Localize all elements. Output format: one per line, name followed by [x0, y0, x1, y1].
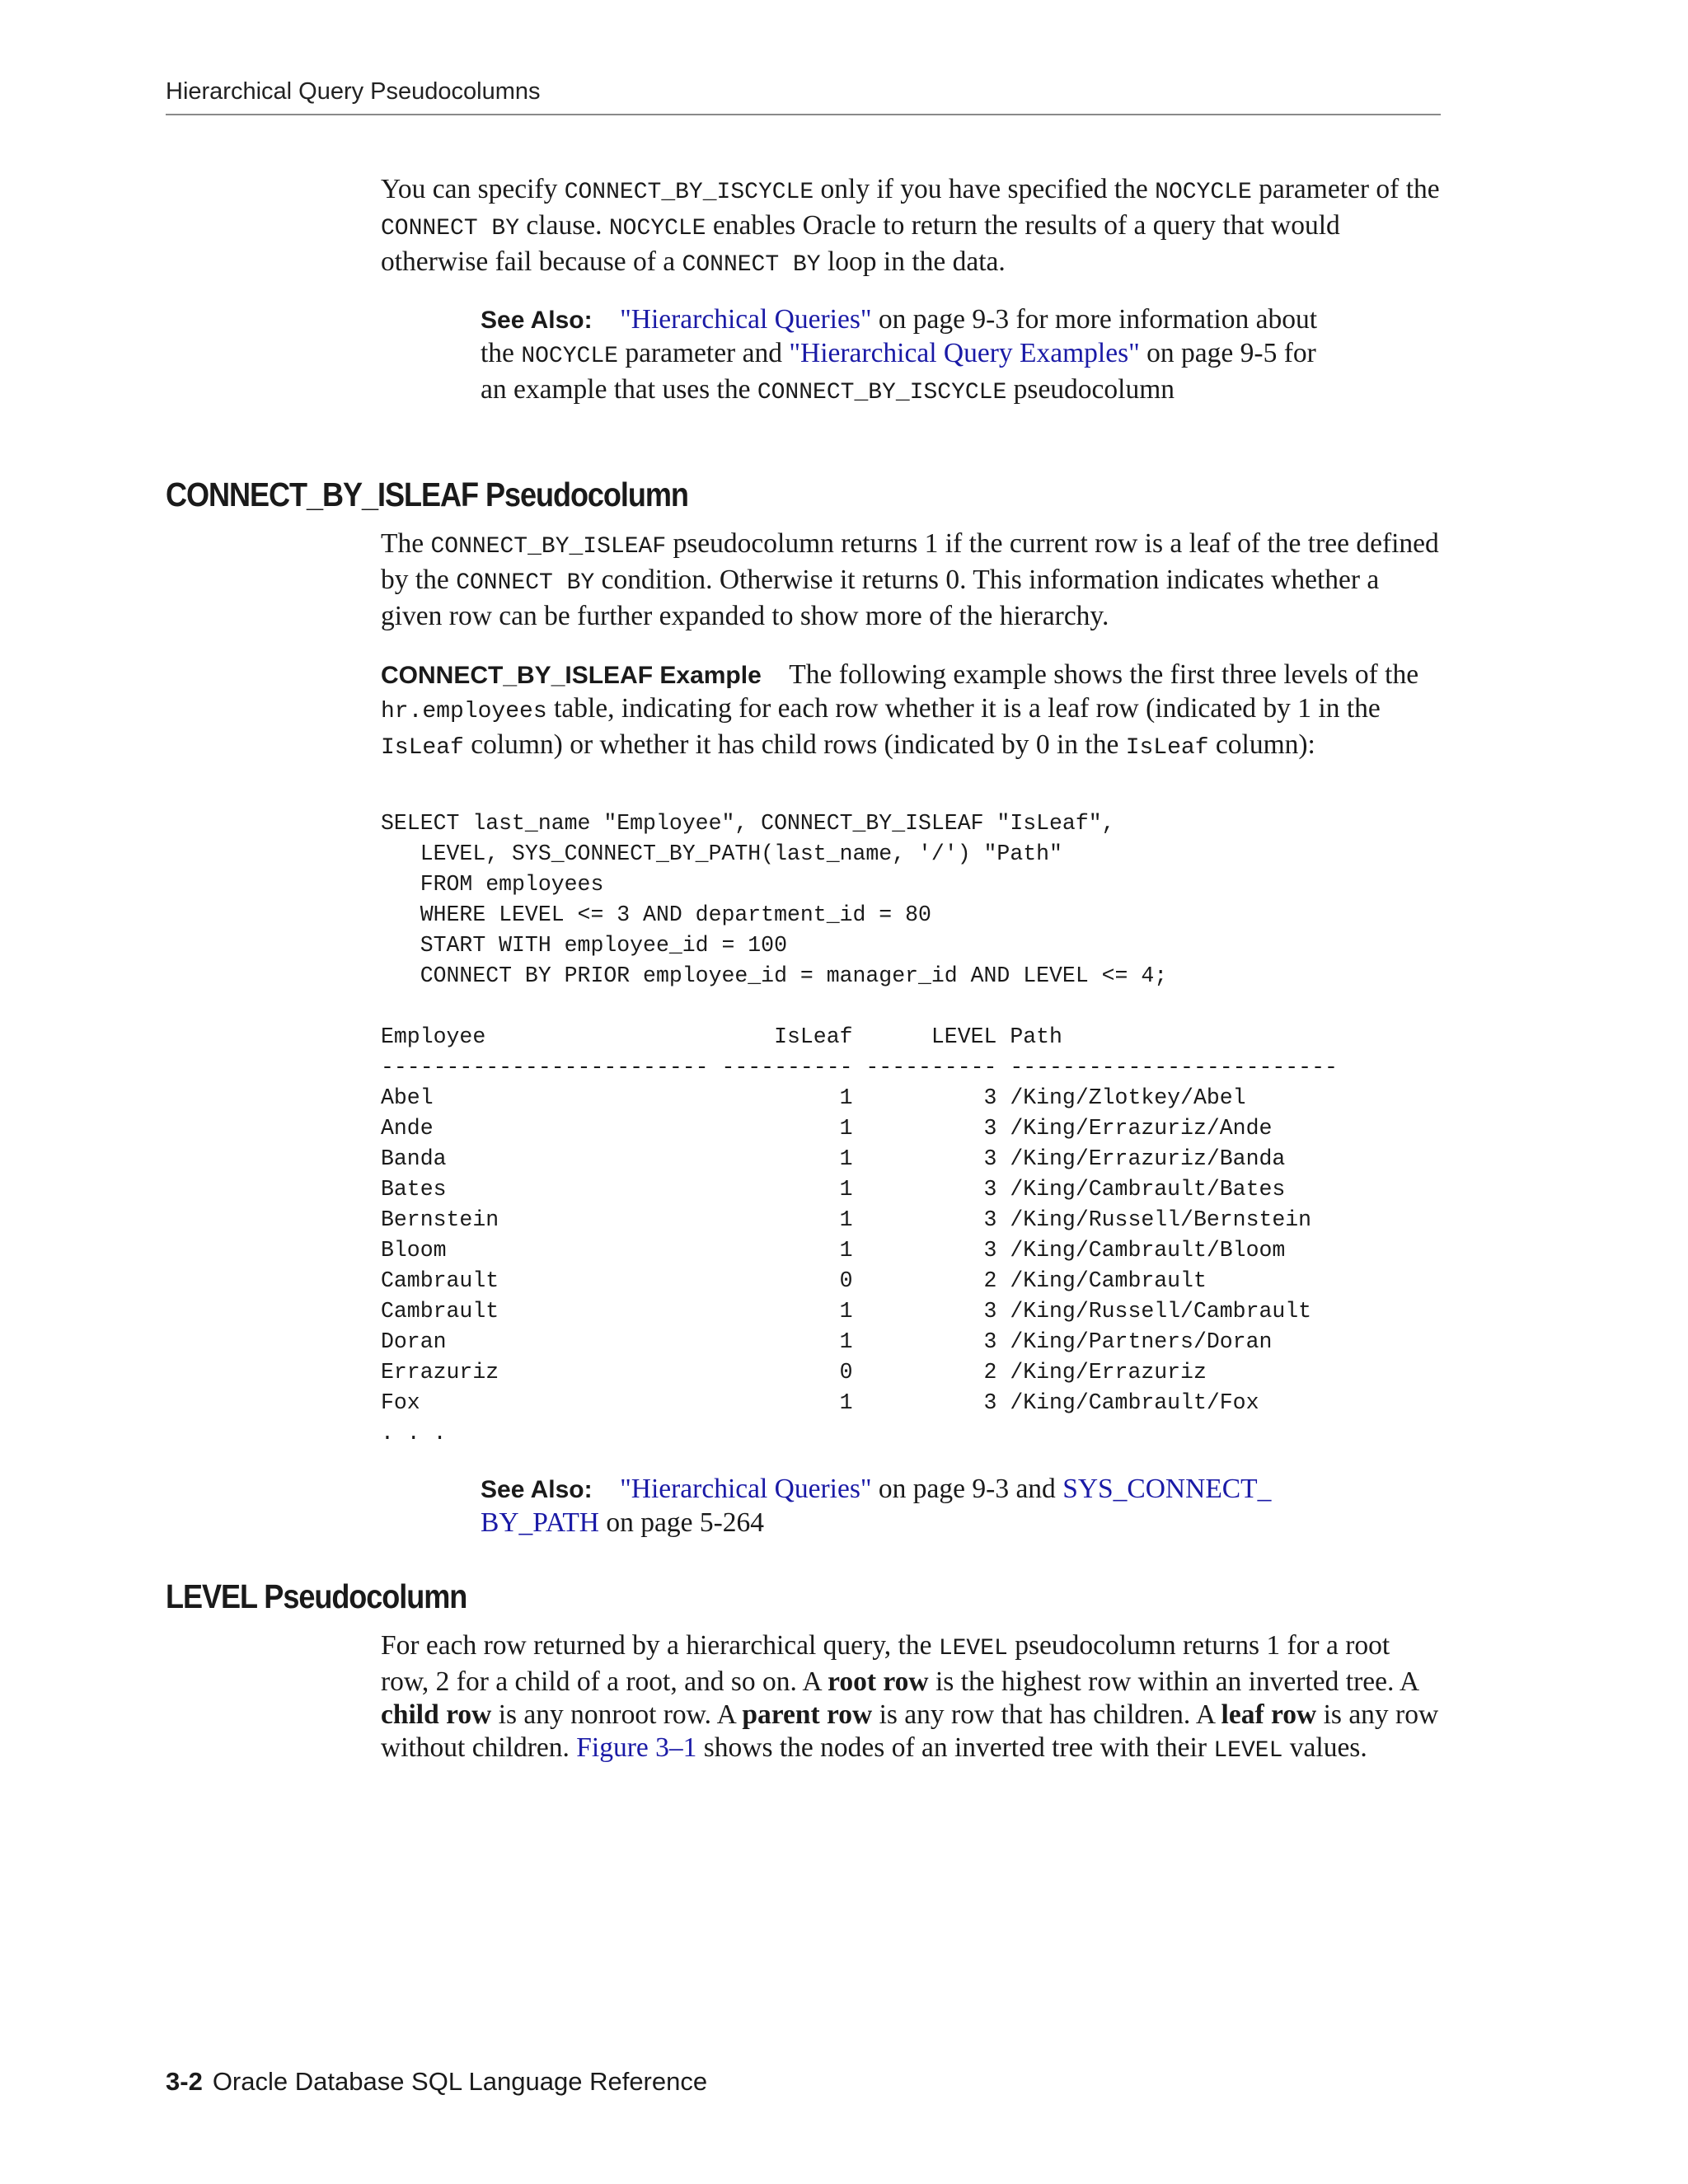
level-text: For each row returned by a hierarchical query, the — [381, 1630, 939, 1661]
term-root-row: root row — [828, 1666, 929, 1697]
see-also-text: on page 5-264 — [598, 1507, 765, 1538]
example-code: IsLeaf — [1125, 735, 1209, 761]
page-footer — [166, 2065, 707, 2098]
intro-code: NOCYCLE — [1155, 180, 1252, 205]
sys-connect-by-path-link[interactable]: SYS_CONNECT_ — [1062, 1474, 1272, 1504]
hierarchical-queries-link[interactable]: "Hierarchical Queries" — [620, 1474, 872, 1504]
intro-text: clause. — [519, 210, 609, 241]
example-text: The following example shows the first three levels of the — [789, 659, 1419, 690]
isleaf-code: CONNECT_BY_ISLEAF — [430, 534, 667, 560]
see-also-code: NOCYCLE — [521, 344, 618, 369]
level-text: values. — [1282, 1732, 1367, 1763]
level-description — [381, 1629, 1444, 1768]
see-also-code: CONNECT_BY_ISCYCLE — [757, 380, 1007, 405]
isleaf-text: The — [381, 528, 431, 559]
example-code: hr.employees — [381, 699, 547, 724]
running-header — [166, 76, 1441, 115]
term-child-row: child row — [381, 1699, 492, 1730]
level-code: LEVEL — [1213, 1738, 1283, 1764]
isleaf-description — [381, 527, 1444, 633]
level-text: shows the nodes of an inverted tree with their — [696, 1732, 1214, 1763]
example-label: CONNECT_BY_ISLEAF Example — [381, 662, 762, 689]
see-also-note — [481, 1473, 1329, 1540]
figure-3-1-link[interactable]: Figure 3–1 — [576, 1732, 697, 1763]
see-also-text: parameter and — [617, 338, 790, 368]
intro-text: You can specify — [381, 174, 565, 204]
isleaf-text: pseudocolumn returns 1 if the current row is a leaf of the tree defined by the — [381, 528, 1439, 595]
intro-text: loop in the data. — [820, 246, 1006, 277]
level-text: pseudocolumn returns 1 for a root row, 2 for a child of a root, and so on. A — [381, 1630, 1390, 1697]
level-text: is any row that has children. A — [872, 1699, 1221, 1730]
isleaf-text: condition. Otherwise it returns 0. This information indicates whether a given row can be further expanded to show more of the hierarchy. — [381, 565, 1380, 631]
example-text: column) or whether it has child rows (indicated by 0 in the — [463, 729, 1126, 760]
see-also-text: on page 9-5 for an example that uses the — [481, 338, 1316, 405]
see-also-text: pseudocolumn — [1006, 374, 1175, 405]
term-parent-row: parent row — [742, 1699, 873, 1730]
intro-code: NOCYCLE — [608, 216, 706, 241]
hierarchical-query-examples-link[interactable]: "Hierarchical Query Examples" — [789, 338, 1140, 368]
example-text: column): — [1208, 729, 1315, 760]
running-header-title: Hierarchical Query Pseudocolumns — [166, 78, 541, 105]
section-heading-level: LEVEL Pseudocolumn — [166, 1577, 467, 1615]
level-text: is any nonroot row. A — [491, 1699, 743, 1730]
intro-code: CONNECT BY — [682, 252, 821, 278]
see-also-label: See Also: — [481, 307, 593, 334]
see-also-text: on page 9-3 and — [871, 1474, 1063, 1504]
see-also-note — [481, 303, 1329, 410]
intro-text: only if you have specified the — [814, 174, 1156, 204]
hierarchical-queries-link[interactable]: "Hierarchical Queries" — [620, 304, 872, 335]
intro-text: enables Oracle to return the results of a query that would otherwise fail because of a — [381, 210, 1340, 277]
isleaf-example-intro — [381, 658, 1444, 765]
sql-code-example: SELECT last_name "Employee", CONNECT_BY_ISLEAF "IsLeaf", LEVEL, SYS_CONNECT_BY_PATH(last_name, '/') "Path" FROM employees WHERE LEVEL <= 3 AND department_id = 80 START WITH employee_id = 100 CONNECT BY PRIOR employee_id = manager_id AND LEVEL <= 4; Employee IsLeaf LEVEL Path ------------------------- ---------- ---------- ------------------------- Abel 1 3 /King/Zlotkey/Abel Ande 1 3 /King/Errazuriz/Ande Banda 1 3 /King/Errazuriz/Banda Bates 1 3 /King/Cambrault/Bates Bernstein 1 3 /King/Russell/Bernstein Bloom 1 3 /King/Cambrault/Bloom Cambrault 0 2 /King/Cambrault Cambrault 1 3 /King/Russell/Cambrault Doran 1 3 /King/Partners/Doran Errazuriz 0 2 /King/Errazuriz Fox 1 3 /King/Cambrault/Fox . . . — [381, 811, 1338, 1446]
section-heading-connect-by-isleaf: CONNECT_BY_ISLEAF Pseudocolumn — [166, 476, 688, 513]
level-text: is the highest row within an inverted tree. A — [928, 1666, 1418, 1697]
isleaf-code: CONNECT BY — [456, 570, 595, 596]
intro-text: parameter of the — [1251, 174, 1440, 204]
level-code: LEVEL — [938, 1636, 1008, 1661]
level-text: is any row without children. — [381, 1699, 1439, 1763]
sys-connect-by-path-link[interactable]: BY_PATH — [481, 1507, 599, 1538]
page-number: 3-2 — [166, 2067, 203, 2096]
intro-code: CONNECT_BY_ISCYCLE — [564, 180, 814, 205]
intro-code: CONNECT BY — [381, 216, 520, 241]
book-title: Oracle Database SQL Language Reference — [212, 2067, 708, 2096]
intro-paragraph — [381, 173, 1444, 282]
example-text: table, indicating for each row whether it is a leaf row (indicated by 1 in the — [546, 693, 1381, 724]
see-also-text: on page 9-3 for more information about the — [481, 304, 1318, 368]
example-code: IsLeaf — [381, 735, 464, 761]
see-also-label: See Also: — [481, 1476, 593, 1503]
term-leaf-row: leaf row — [1221, 1699, 1317, 1730]
